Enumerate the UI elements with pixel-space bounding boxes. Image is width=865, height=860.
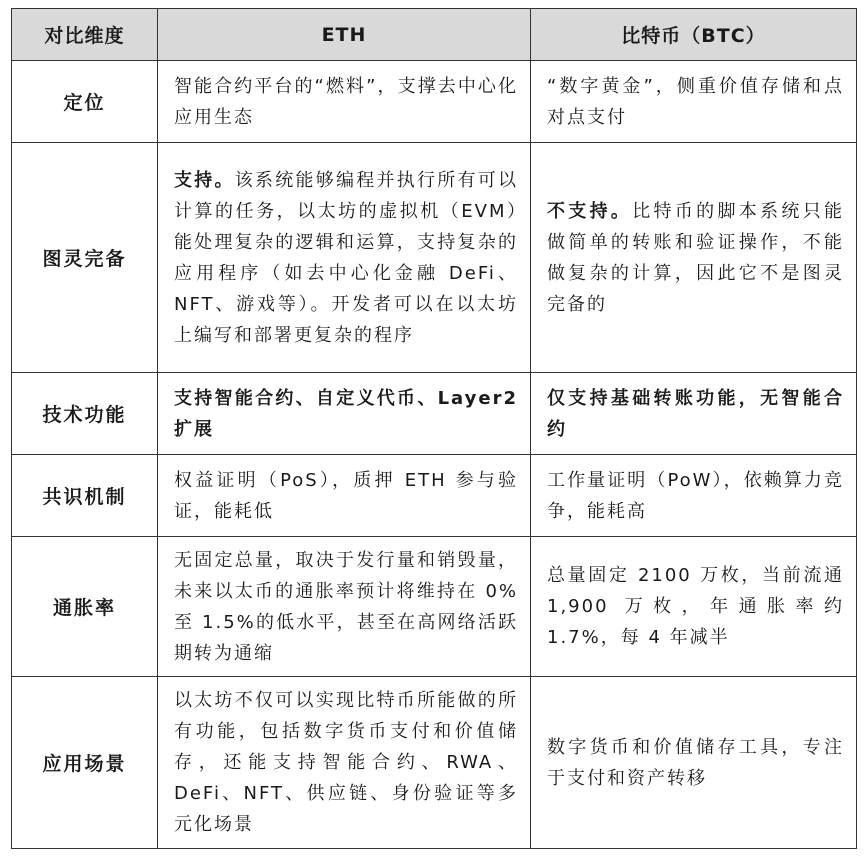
btc-cell-text: “数字黄金”，侧重价值存储和点对点支付: [547, 75, 844, 128]
btc-cell-text: 工作量证明（PoW），依赖算力竞争，能耗高: [547, 469, 844, 522]
table-row-consensus: [12, 455, 857, 537]
eth-cell: [158, 143, 531, 373]
eth-cell: [158, 373, 531, 455]
btc-cell-emphasis: 仅支持基础转账功能，无智能合约: [547, 387, 844, 440]
btc-cell: [531, 537, 857, 677]
row-dimension: 通胀率: [12, 537, 158, 677]
eth-cell: [158, 537, 531, 677]
comparison-table-container: [11, 8, 856, 850]
eth-cell-emphasis: 支持。: [174, 169, 235, 191]
header-eth: ETH: [158, 9, 531, 61]
row-dimension: 应用场景: [12, 677, 158, 849]
eth-cell-text: 权益证明（PoS），质押 ETH 参与验证，能耗低: [174, 469, 518, 522]
eth-btc-comparison-table: [11, 8, 857, 849]
eth-cell-text: 无固定总量，取决于发行量和销毁量，未来以太币的通胀率预计将维持在 0%至 1.5%的低水平，甚至在高网络活跃期转为通缩: [174, 549, 518, 664]
btc-cell-emphasis: 不支持。: [547, 200, 633, 222]
btc-cell: [531, 455, 857, 537]
btc-cell: [531, 373, 857, 455]
eth-cell: [158, 677, 531, 849]
table-row-inflation: [12, 537, 857, 677]
row-dimension: 共识机制: [12, 455, 158, 537]
eth-cell-text: 该系统能够编程并执行所有可以计算的任务，以太坊的虚拟机（EVM）能处理复杂的逻辑和运算，支持复杂的应用程序（如去中心化金融 DeFi、NFT、游戏等）。开发者可以在以太坊上编写和部署更复杂的程序: [174, 169, 518, 346]
btc-cell: [531, 143, 857, 373]
table-header-row: [12, 9, 857, 61]
eth-cell-emphasis: 支持智能合约、自定义代币、Layer2 扩展: [174, 387, 518, 440]
table-row-positioning: [12, 61, 857, 143]
row-dimension: 定位: [12, 61, 158, 143]
eth-cell-text: 智能合约平台的“燃料”，支撑去中心化应用生态: [174, 75, 518, 128]
eth-cell-text: 以太坊不仅可以实现比特币所能做的所有功能，包括数字货币支付和价值储存，还能支持智能合约、RWA、DeFi、NFT、供应链、身份验证等多元化场景: [174, 690, 518, 835]
header-dimension: 对比维度: [12, 9, 158, 61]
table-row-turing-complete: [12, 143, 857, 373]
row-dimension: 技术功能: [12, 373, 158, 455]
table-row-tech-features: [12, 373, 857, 455]
eth-cell: [158, 455, 531, 537]
btc-cell-text: 总量固定 2100 万枚，当前流通 1,900 万枚，年通胀率约 1.7%，每 4 年减半: [547, 565, 844, 648]
btc-cell-text: 数字货币和价值储存工具，专注于支付和资产转移: [547, 736, 844, 789]
btc-cell: [531, 677, 857, 849]
btc-cell-text: 比特币的脚本系统只能做简单的转账和验证操作，不能做复杂的计算，因此它不是图灵完备的: [547, 200, 845, 315]
eth-cell: [158, 61, 531, 143]
row-dimension: 图灵完备: [12, 143, 158, 373]
header-btc: 比特币（BTC）: [531, 9, 857, 61]
btc-cell: [531, 61, 857, 143]
table-row-use-cases: [12, 677, 857, 849]
